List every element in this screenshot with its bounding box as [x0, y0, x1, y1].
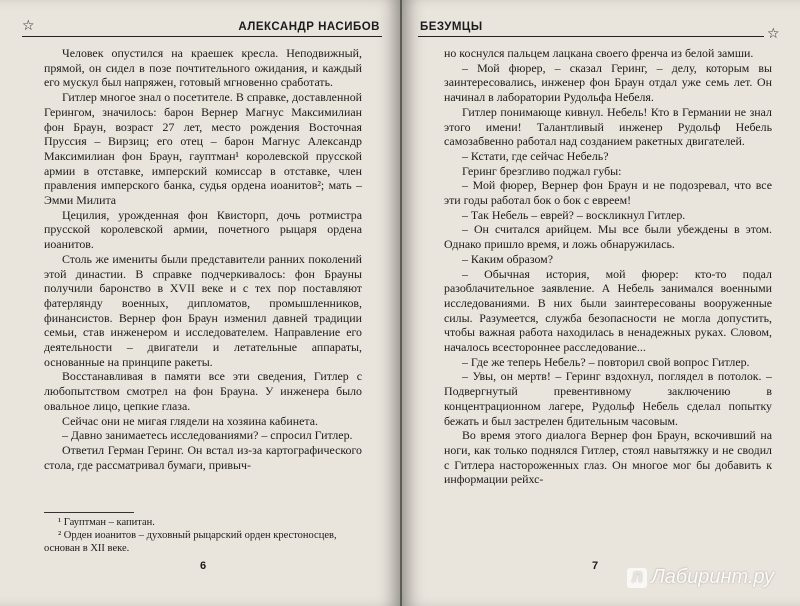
paragraph: – Обычная история, мой фюрер: кто-то подал разоблачительное заявление. А Небель занимался военными исследованиями. В них были заинтересованы вооруженные силы. Разумеется, служба безопасности не могла допустить, чтобы важная работа находилась в ненадежных руках. Словом, началось всестороннее расследование...	[444, 266, 772, 355]
paragraph: – Давно занимаетесь исследованиями? – спросил Гитлер.	[62, 428, 353, 443]
paragraph: – Увы, он мертв! – Геринг вздохнул, поглядел в потолок. – Подвергнутый превентивному заключению в концентрационном лагере, Рудольф Небель сделал попытку бежать и был застрелен бдительным часовым.	[444, 369, 772, 428]
page-number-left: 6	[200, 560, 207, 572]
footnote-divider	[44, 512, 134, 513]
watermark	[627, 566, 774, 589]
left-body-text	[44, 46, 362, 472]
running-head-author: АЛЕКСАНДР НАСИБОВ	[238, 21, 380, 33]
paragraph: – Мой фюрер, – сказал Геринг, – делу, которым вы заинтересовались, инженер фон Браун отдал уже семь лет. Он начинал в лаборатории Рудольфа Небеля.	[444, 60, 772, 105]
watermark-text: Лабиринт.ру	[651, 566, 774, 588]
paragraph: Столь же имениты были представители ранних поколений этой династии. В справке подчеркивалось: фон Брауны получили баронство в XVII веке и с тех пор поставляют фатерлянду военных, дипломатов, промышленников, финансистов. Вернер фон Браун изменил давней традиции семьи, став инженером и исследователем. Направление его деятельности – двигатели и летательные аппараты, основанные на принципе ракеты.	[44, 251, 362, 369]
paragraph: Во время этого диалога Вернер фон Браун, вскочивший на ноги, как только поднялся Гитлер, стоял навытяжку и не сводил с Гитлера настороженных глаз. Он многое мог бы добавить к информации рейхс-	[444, 428, 772, 487]
footnote: ² Орден иоанитов – духовный рыцарский орден крестоносцев, основан в XII веке.	[44, 530, 337, 554]
paragraph: Цецилия, урожденная фон Квисторп, дочь ротмистра прусской королевской армии, почетного рыцаря ордена иоанитов.	[44, 207, 362, 252]
running-head-book-title: БЕЗУМЦЫ	[420, 21, 483, 33]
page-number-right: 7	[592, 560, 599, 572]
right-body-text	[444, 46, 772, 487]
paragraph: Человек опустился на краешек кресла. Неподвижный, прямой, он сидел в позе почтительного ожидания, и каждый его мускул был напряжен, готовый мгновенно сработать.	[44, 46, 362, 90]
paragraph: Восстанавливая в памяти все эти сведения, Гитлер с любопытством смотрел на фон Брауна. У инженера было овальное лицо, цепкие глаза.	[44, 369, 362, 413]
paragraph: Геринг брезгливо поджал губы:	[462, 163, 622, 178]
star-icon: ☆	[766, 25, 780, 41]
paragraph: – Мой фюрер, Вернер фон Браун и не подозревал, что все эти годы работал бок о бок с евреем!	[444, 178, 772, 208]
paragraph: – Где же теперь Небель? – повторил свой вопрос Гитлер.	[462, 354, 750, 369]
paragraph: – Кстати, где сейчас Небель?	[462, 148, 609, 163]
paragraph: – Каким образом?	[462, 251, 553, 266]
footnotes	[44, 516, 362, 555]
running-header-left	[22, 4, 382, 37]
star-icon: ☆	[22, 17, 36, 33]
paragraph: – Так Небель – еврей? – воскликнул Гитлер.	[462, 207, 686, 222]
paragraph: но коснулся пальцем лацкана своего френча из белой замши.	[444, 46, 754, 60]
paragraph: Гитлер понимающе кивнул. Небель! Кто в Германии не знал этого имени! Талантливый инженер Рудольф Небель самозабвенно работал над созданием ракетных двигателей.	[444, 104, 772, 149]
paragraph: Сейчас они не мигая глядели на хозяина кабинета.	[62, 413, 318, 428]
running-header-right	[418, 4, 780, 41]
paragraph: – Он считался арийцем. Мы все были убеждены в этом. Однако пришло время, и ложь обнаружилась.	[444, 222, 772, 252]
labirint-logo-icon: Л	[627, 568, 647, 588]
paragraph: Ответил Герман Геринг. Он встал из-за картографического стола, где рассматривал бумаги, привыч-	[44, 442, 362, 472]
footnote: ¹ Гауптман – капитан.	[58, 517, 155, 528]
right-page	[402, 0, 800, 606]
paragraph: Гитлер многое знал о посетителе. В справке, доставленной Герингом, значилось: барон Вернер Магнус Максимилиан фон Браун, возраст 27 лет, место рождения Восточная Пруссия – Вирзиц; его отец – барон Магнус Александр Максимилиан фон Браун, гауптман¹ королевской прусской армии в отставке, имперский комиссар в отставке, член правления имперского банка, судья ордена иоанитов²; мать – Эмми Милита	[44, 90, 362, 208]
